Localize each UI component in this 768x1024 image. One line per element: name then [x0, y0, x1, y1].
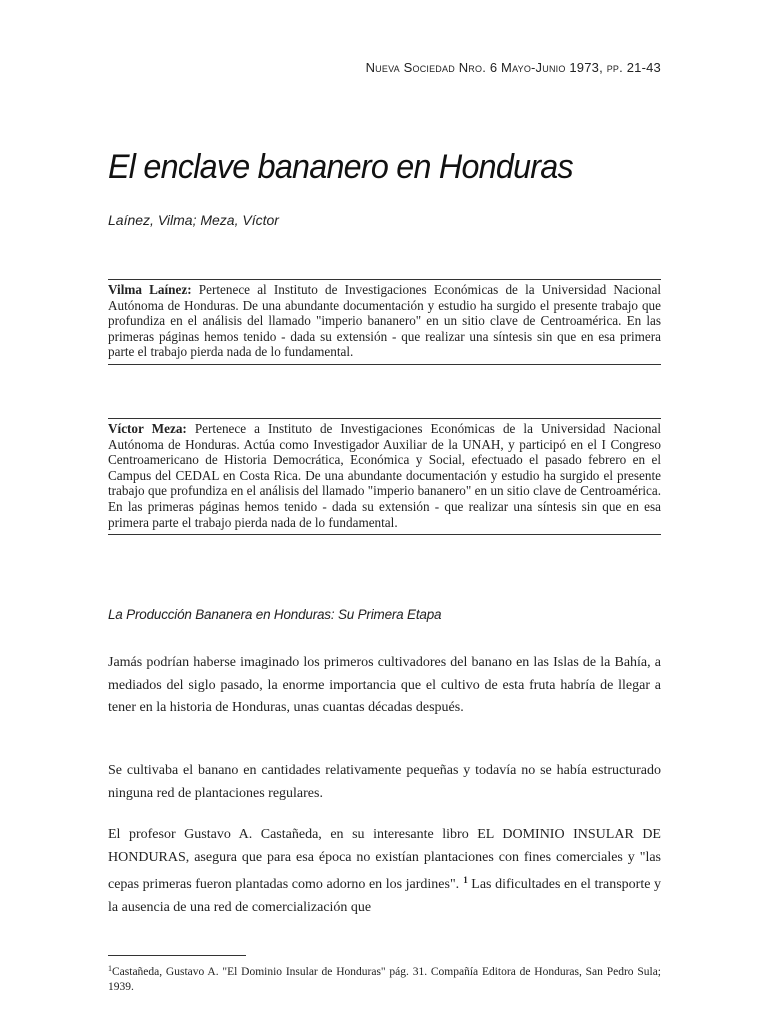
bio-text: Pertenece al Instituto de Investigaciones Económicas de la Universidad Nacional Autónoma de Honduras. De una abundante documentación y estudio ha surgido el presente trabajo que profundiza en el análisis del llamado "imperio bananero" en un sitio clave de Centroamérica. En las primeras páginas hemos tenido - dada su extensión - que realizar una síntesis sin que en esa primera parte el trabajo pierda nada de lo fundamental.	[108, 282, 661, 360]
journal-citation: Nueva Sociedad Nro. 6 Mayo-Junio 1973, pp. 21-43	[365, 60, 661, 75]
author-bio-lainez	[108, 279, 661, 365]
author-bio-meza	[108, 418, 661, 535]
footnote-marker: 1	[108, 964, 112, 973]
section-heading: La Producción Bananera en Honduras: Su Primera Etapa	[108, 607, 442, 622]
paragraph-continuation: Las dificultades en el transporte y la ausencia de una red de comercialización que	[108, 877, 662, 915]
body-paragraph: Jamás podrían haberse imaginado los primeros cultivadores del banano en las Islas de la Bahía, a mediados del siglo pasado, la enorme importancia que el cultivo de esta fruta habría de llegar a tener en la historia de Honduras, unas cuantas décadas después.	[108, 655, 661, 716]
bio-author-name: Vilma Laínez:	[108, 282, 192, 297]
footnote-reference[interactable]: 1	[463, 875, 468, 886]
article-title: El enclave bananero en Honduras	[108, 148, 573, 186]
footnote-text: Castañeda, Gustavo A. "El Dominio Insular de Honduras" pág. 31. Compañía Editora de Honduras, San Pedro Sula; 1939.	[108, 966, 661, 993]
article-authors: Laínez, Vilma; Meza, Víctor	[108, 212, 279, 228]
bio-text: Pertenece a Instituto de Investigaciones Económicas de la Universidad Nacional Autónoma de Honduras. Actúa como Investigador Auxiliar de la UNAH, y participó en el I Congreso Centroamericano de Historia Democrática, Económica y Social, efectuado el pasado febrero en el Campus del CEDAL en Costa Rica. De una abundante documentación y estudio ha surgido el presente trabajo que profundiza en el análisis del llamado "imperio bananero" en un sitio clave de Centroamérica. En las primeras páginas hemos tenido - dada su extensión - que realizar una síntesis sin que en esa primera parte el trabajo pierda nada de lo fundamental.	[108, 421, 662, 530]
footnote	[108, 961, 661, 995]
footnote-divider	[108, 955, 246, 956]
paragraph-text: El profesor Gustavo A. Castañeda, en su interesante libro EL DOMINIO INSULAR DE HONDURAS, asegura que para esa época no existían plantaciones con fines comerciales y "las cepas primeras fueron plantadas como adorno en los jardines".	[108, 827, 661, 893]
bio-author-name: Víctor Meza:	[108, 421, 187, 436]
body-paragraph	[108, 824, 661, 919]
body-paragraph: Se cultivaba el banano en cantidades relativamente pequeñas y todavía no se había estructurado ninguna red de plantaciones regulares.	[108, 763, 661, 801]
